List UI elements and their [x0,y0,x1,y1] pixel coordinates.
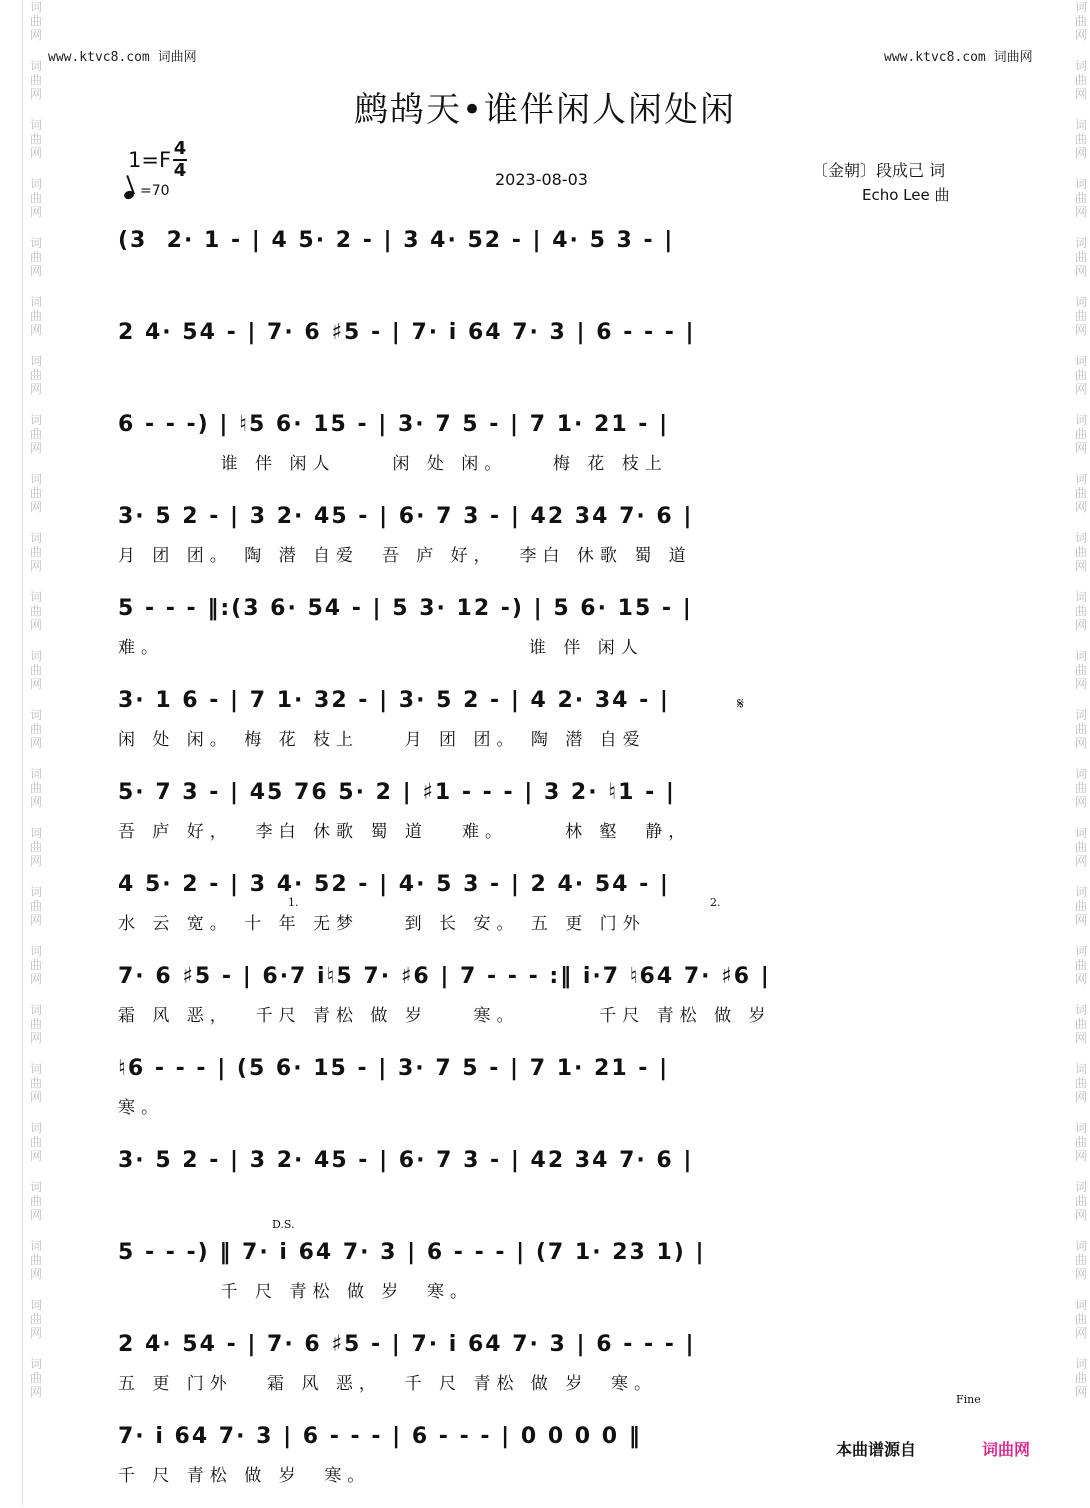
watermark-group [30,1121,42,1163]
watermark-char: 网 [29,854,42,868]
watermark-char: 曲 [1074,604,1087,618]
watermark-group [30,708,42,750]
watermark-char: 曲 [29,899,42,913]
watermark-char: 网 [29,913,42,927]
watermark-char: 曲 [29,1076,42,1090]
watermark-char: 词 [29,1121,42,1135]
watermark-char: 曲 [1074,427,1087,441]
watermark-char: 曲 [1074,1312,1087,1326]
quarter-note-icon [123,190,135,201]
music-line: 3· 5 2 - | 3 2· 45 - | 6· 7 3 - | 42 34 7· 6 | [118,1148,694,1173]
watermark-char: 曲 [1074,191,1087,205]
footer-source-label: 本曲谱源自 [836,1440,917,1459]
watermark-char: 曲 [29,663,42,677]
watermark-char: 词 [1074,472,1087,486]
watermark-group [30,1239,42,1281]
watermark-char: 曲 [1074,958,1087,972]
ending-2-label: 2. [710,896,721,909]
watermark-char: 曲 [1074,1253,1087,1267]
watermark-char: 曲 [29,781,42,795]
watermark-group [1075,472,1087,514]
watermark-char: 词 [29,767,42,781]
watermark-char: 词 [1074,1180,1087,1194]
watermark-char: 词 [29,118,42,132]
watermark-char: 词 [1074,0,1087,14]
right-watermark-strip [1068,0,1090,1505]
watermark-char: 曲 [1074,781,1087,795]
watermark-char: 词 [29,59,42,73]
watermark-char: 词 [29,1357,42,1371]
watermark-char: 词 [1074,590,1087,604]
watermark-char: 网 [29,1326,42,1340]
watermark-char: 网 [1074,1031,1087,1045]
watermark-char: 曲 [1074,132,1087,146]
watermark-char: 曲 [1074,486,1087,500]
watermark-char: 词 [1074,177,1087,191]
watermark-group [30,1062,42,1104]
score-system [118,680,978,750]
watermark-char: 网 [29,205,42,219]
watermark-char: 词 [1074,1121,1087,1135]
watermark-char: 网 [1074,28,1087,42]
watermark-char: 曲 [1074,250,1087,264]
lyric-line: 千 尺 青松 做 岁 寒。 [118,1282,474,1302]
watermark-group [30,354,42,396]
watermark-char: 网 [1074,441,1087,455]
lyricist-credit: 〔金朝〕段成己 词 [812,161,946,180]
watermark-char: 网 [29,795,42,809]
score-system [118,404,978,474]
time-signature [173,140,187,180]
watermark-char: 网 [1074,146,1087,160]
watermark-char: 网 [29,1385,42,1399]
tempo-mark [124,183,170,199]
watermark-char: 网 [29,677,42,691]
watermark-char: 网 [1074,795,1087,809]
watermark-group [1075,1239,1087,1281]
watermark-group [1075,413,1087,455]
watermark-group [30,1003,42,1045]
watermark-char: 网 [1074,1267,1087,1281]
watermark-group [30,826,42,868]
watermark-char: 词 [29,826,42,840]
watermark-group [30,531,42,573]
score-system [118,864,978,934]
watermark-char: 曲 [29,1135,42,1149]
watermark-char: 网 [1074,854,1087,868]
watermark-char: 词 [1074,236,1087,250]
watermark-char: 网 [29,736,42,750]
watermark-char: 网 [1074,1208,1087,1222]
watermark-char: 词 [29,708,42,722]
watermark-char: 词 [1074,944,1087,958]
watermark-char: 曲 [1074,1371,1087,1385]
watermark-char: 网 [1074,1149,1087,1163]
segno-icon: 𝄋 [737,694,744,713]
tempo-value: =70 [140,183,170,199]
music-line: ♮6 - - - | (5 6· 15 - | 3· 7 5 - | 7 1· 21 - | [118,1056,670,1081]
watermark-group [30,1357,42,1399]
watermark-char: 曲 [1074,1017,1087,1031]
score-system [118,1048,978,1118]
watermark-char: 曲 [29,545,42,559]
watermark-char: 词 [1074,295,1087,309]
watermark-char: 曲 [1074,368,1087,382]
music-line: 3· 1 6 - | 7 1· 32 - | 3· 5 2 - | 4 2· 34 - | [118,688,670,713]
watermark-group [1075,885,1087,927]
music-line: 5 - - -) ‖ 7· i 64 7· 3 | 6 - - - | (7 1· 23 1) | [118,1240,706,1265]
music-line: 3· 5 2 - | 3 2· 45 - | 6· 7 3 - | 42 34 7· 6 | [118,504,694,529]
watermark-char: 曲 [29,427,42,441]
watermark-group [1075,354,1087,396]
watermark-char: 曲 [29,309,42,323]
watermark-char: 曲 [29,132,42,146]
watermark-char: 曲 [29,604,42,618]
score-system [118,1324,978,1394]
watermark-group [30,295,42,337]
watermark-group [1075,1180,1087,1222]
watermark-char: 曲 [29,1371,42,1385]
composer-credit: Echo Lee 曲 [862,186,950,204]
watermark-group [30,885,42,927]
watermark-group [1075,767,1087,809]
watermark-char: 曲 [1074,1076,1087,1090]
score-system [118,956,978,1026]
watermark-group [1075,1003,1087,1045]
lyric-line: 寒。 [118,1098,164,1118]
watermark-char: 词 [1074,413,1087,427]
watermark-char: 词 [29,944,42,958]
watermark-group [30,590,42,632]
watermark-char: 词 [1074,354,1087,368]
watermark-char: 曲 [29,722,42,736]
watermark-group [1075,826,1087,868]
watermark-char: 词 [29,295,42,309]
watermark-group [1075,1121,1087,1163]
watermark-char: 网 [1074,972,1087,986]
watermark-char: 网 [29,323,42,337]
watermark-char: 网 [1074,87,1087,101]
watermark-char: 网 [1074,736,1087,750]
watermark-char: 曲 [1074,1135,1087,1149]
watermark-char: 网 [29,1090,42,1104]
watermark-char: 曲 [29,14,42,28]
watermark-char: 网 [29,28,42,42]
watermark-char: 网 [1074,205,1087,219]
score-system [118,1232,978,1302]
lyric-line: 月 团 团。 陶 潜 自爱 吾 庐 好， 李白 休歌 蜀 道 [118,546,692,566]
music-line: 2 4· 54 - | 7· 6 ♯5 - | 7· i 64 7· 3 | 6 - - - | [118,320,696,345]
watermark-group [30,1180,42,1222]
lyric-line: 闲 处 闲。 梅 花 枝上 月 团 团。 陶 潜 自爱 [118,730,646,750]
song-title: 鹧鸪天•谁伴闲人闲处闲 [353,90,737,130]
fine-marker: Fine [956,1393,981,1406]
watermark-char: 网 [1074,1385,1087,1399]
music-line: 2 4· 54 - | 7· 6 ♯5 - | 7· i 64 7· 3 | 6 - - - | [118,1332,696,1357]
watermark-group [1075,177,1087,219]
watermark-char: 词 [1074,1357,1087,1371]
watermark-char: 词 [29,1003,42,1017]
watermark-char: 词 [1074,531,1087,545]
key-signature [128,140,187,180]
watermark-char: 网 [29,1031,42,1045]
watermark-char: 曲 [29,486,42,500]
watermark-group [1075,944,1087,986]
watermark-char: 词 [1074,59,1087,73]
watermark-char: 网 [1074,618,1087,632]
left-watermark-strip [22,0,49,1505]
site-url-left[interactable]: www.ktvc8.com 词曲网 [48,50,197,65]
footer-site-link[interactable]: 词曲网 [982,1440,1031,1459]
watermark-char: 曲 [29,840,42,854]
watermark-char: 词 [29,236,42,250]
watermark-group [30,236,42,278]
watermark-char: 词 [1074,885,1087,899]
music-line: 4 5· 2 - | 3 4· 52 - | 4· 5 3 - | 2 4· 54 - | [118,872,670,897]
watermark-char: 词 [29,472,42,486]
score-system [118,496,978,566]
watermark-char: 曲 [29,73,42,87]
watermark-char: 词 [1074,767,1087,781]
watermark-char: 曲 [1074,899,1087,913]
watermark-char: 网 [1074,382,1087,396]
watermark-char: 词 [29,413,42,427]
watermark-char: 词 [1074,1062,1087,1076]
watermark-group [1075,0,1087,42]
watermark-char: 曲 [1074,545,1087,559]
watermark-char: 词 [1074,826,1087,840]
music-line: 5 - - - ‖:(3 6· 54 - | 5 3· 12 -) | 5 6· 15 - | [118,596,693,621]
watermark-char: 词 [29,0,42,14]
watermark-char: 曲 [1074,309,1087,323]
score-system [118,220,978,290]
watermark-char: 曲 [29,1017,42,1031]
watermark-char: 网 [29,559,42,573]
watermark-char: 网 [29,1267,42,1281]
watermark-char: 网 [1074,913,1087,927]
watermark-group [1075,531,1087,573]
watermark-group [30,413,42,455]
lyric-line: 霜 风 恶， 千尺 青松 做 岁 寒。 千尺 青松 做 岁 [118,1006,772,1026]
watermark-group [30,0,42,42]
time-top: 4 [173,138,187,159]
ds-marker: D.S. [272,1218,295,1231]
watermark-char: 曲 [29,368,42,382]
watermark-char: 词 [29,649,42,663]
music-line: 5· 7 3 - | 45 76 5· 2 | ♯1 - - - | 3 2· ♮1 - | [118,780,676,805]
music-line: 6 - - -) | ♮5 6· 15 - | 3· 7 5 - | 7 1· 21 - | [118,412,670,437]
watermark-char: 网 [1074,323,1087,337]
watermark-char: 曲 [29,1194,42,1208]
watermark-group [30,944,42,986]
watermark-char: 词 [29,590,42,604]
watermark-char: 词 [1074,1298,1087,1312]
lyric-line: 吾 庐 好， 李白 休歌 蜀 道 难。 林 壑 静， [118,822,692,842]
music-line: 7· 6 ♯5 - | 6·7 i♮5 7· ♯6 | 7 - - - :‖ i·7 ♮64 7· ♯6 | [118,964,771,989]
watermark-char: 网 [29,618,42,632]
watermark-group [30,177,42,219]
watermark-group [1075,1357,1087,1399]
score-system [118,772,978,842]
watermark-char: 词 [29,885,42,899]
watermark-char: 曲 [1074,1194,1087,1208]
watermark-char: 词 [29,531,42,545]
watermark-char: 网 [29,87,42,101]
watermark-group [30,649,42,691]
watermark-char: 网 [29,146,42,160]
song-date: 2023-08-03 [495,170,588,189]
watermark-char: 曲 [29,958,42,972]
watermark-char: 网 [29,1208,42,1222]
lyric-line: 难。 谁 伴 闲人 [118,638,644,658]
watermark-char: 网 [1074,500,1087,514]
watermark-group [1075,1062,1087,1104]
watermark-char: 词 [1074,649,1087,663]
watermark-char: 网 [29,972,42,986]
watermark-char: 曲 [1074,722,1087,736]
lyric-line: 谁 伴 闲人 闲 处 闲。 梅 花 枝上 [118,454,668,474]
watermark-char: 网 [29,264,42,278]
watermark-char: 词 [29,1239,42,1253]
lyric-line: 水 云 宽。 十 年 无梦 到 长 安。 五 更 门外 [118,914,646,934]
watermark-char: 网 [29,500,42,514]
watermark-char: 词 [29,1298,42,1312]
watermark-char: 网 [1074,1326,1087,1340]
watermark-char: 曲 [1074,663,1087,677]
score-system [118,1140,978,1210]
watermark-char: 词 [29,1180,42,1194]
watermark-char: 曲 [29,250,42,264]
watermark-char: 曲 [29,1253,42,1267]
watermark-char: 曲 [1074,840,1087,854]
lyric-line: 千 尺 青松 做 岁 寒。 [118,1466,371,1486]
watermark-char: 网 [29,441,42,455]
watermark-group [30,1298,42,1340]
watermark-group [1075,295,1087,337]
ending-1-label: 1. [288,896,299,909]
watermark-char: 网 [1074,677,1087,691]
watermark-char: 网 [1074,264,1087,278]
watermark-group [30,472,42,514]
watermark-char: 词 [1074,118,1087,132]
lyric-line: 五 更 门外 霜 风 恶， 千 尺 青松 做 岁 寒。 [118,1374,658,1394]
watermark-char: 词 [1074,1239,1087,1253]
watermark-char: 词 [29,354,42,368]
music-line: 7· i 64 7· 3 | 6 - - - | 6 - - - | 0 0 0 0 ‖ [118,1424,642,1449]
score-system [118,312,978,382]
watermark-char: 网 [1074,1090,1087,1104]
key-label: 1=F [128,148,172,172]
watermark-group [30,767,42,809]
watermark-char: 曲 [1074,73,1087,87]
watermark-char: 曲 [29,1312,42,1326]
watermark-char: 曲 [1074,14,1087,28]
watermark-group [1075,708,1087,750]
watermark-char: 网 [1074,559,1087,573]
watermark-char: 词 [1074,1003,1087,1017]
watermark-group [1075,236,1087,278]
watermark-char: 词 [1074,708,1087,722]
score-body [118,220,978,1508]
time-bottom: 4 [173,160,187,181]
watermark-group [1075,649,1087,691]
site-url-right[interactable]: www.ktvc8.com 词曲网 [884,50,1033,65]
watermark-char: 词 [29,1062,42,1076]
watermark-char: 网 [29,1149,42,1163]
watermark-group [1075,590,1087,632]
score-system [118,588,978,658]
watermark-char: 曲 [29,191,42,205]
music-line: (3 2· 1 - | 4 5· 2 - | 3 4· 52 - | 4· 5 3 - | [118,228,675,253]
watermark-char: 词 [29,177,42,191]
watermark-group [1075,1298,1087,1340]
watermark-char: 网 [29,382,42,396]
